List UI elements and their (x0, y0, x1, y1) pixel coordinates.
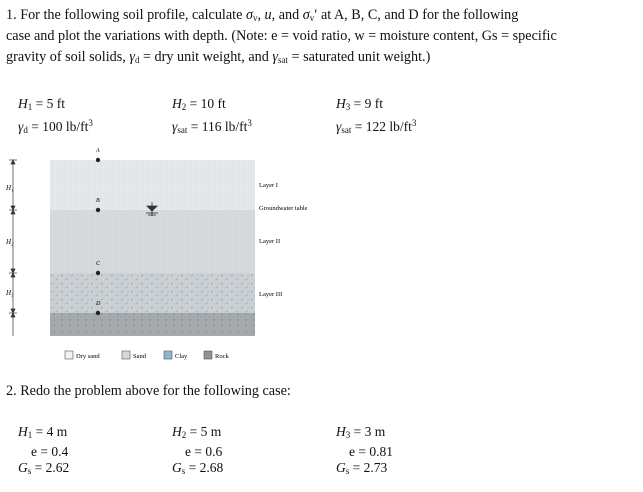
point-a-marker (96, 158, 100, 162)
subscript: 3 (345, 102, 351, 112)
subscript: d (134, 55, 140, 65)
gamma-symbol: γ (172, 119, 178, 134)
subscript: 1 (27, 102, 33, 112)
h1-param (18, 96, 93, 115)
problem1-line3 (6, 48, 430, 69)
g-symbol: G (336, 460, 346, 475)
subscript: v (309, 13, 315, 23)
subscript: sat (177, 125, 188, 135)
layer-i-label: Layer I (259, 182, 278, 189)
value: = 9 ft (350, 96, 383, 111)
text-fragment: = saturated unit weight.) (287, 49, 431, 65)
layer-i-dry-sand (50, 160, 255, 210)
layer-ii-label: Layer II (259, 238, 281, 245)
subscript: 2 (181, 430, 187, 440)
point-d-marker (96, 311, 100, 315)
soil-profile-figure (0, 130, 400, 390)
point-b-marker (96, 208, 100, 212)
g-symbol: G (172, 460, 182, 475)
text-fragment: , and (271, 7, 303, 23)
point-d-label: D (96, 301, 101, 307)
subscript: s (181, 466, 186, 476)
subscript: 1 (27, 430, 33, 440)
params2-col3 (336, 424, 393, 480)
superscript: 3 (88, 118, 93, 128)
subscript: v (252, 13, 258, 23)
gamma-symbol: γ (336, 119, 342, 134)
gs-param (172, 460, 223, 480)
subscript: s (27, 466, 32, 476)
h-symbol: H (336, 424, 346, 439)
h3-dimension-label: H₃ (6, 289, 14, 297)
text-fragment: 1. For the following soil profile, calculate (6, 7, 246, 23)
h3-param (336, 96, 416, 115)
h2-dimension-label: H₂ (6, 238, 14, 246)
layer-ii-sand (50, 210, 255, 273)
value: = 2.73 (349, 460, 388, 475)
legend-swatch-sand (122, 351, 130, 359)
subscript: 3 (345, 430, 351, 440)
gamma-symbol: γ (18, 119, 24, 134)
subscript: s (345, 466, 350, 476)
point-b-label: B (96, 198, 100, 204)
value: = 5 ft (32, 96, 65, 111)
value: = 122 lb/ft (351, 119, 412, 134)
text-fragment: = dry unit weight, and (139, 49, 273, 65)
gamma-symbol: γ (272, 49, 278, 65)
problem1-line1 (6, 6, 518, 27)
e-param: e = 0.6 (185, 443, 223, 459)
sigma-prime-symbol: σ (302, 7, 310, 23)
h-symbol: H (18, 424, 28, 439)
prime-mark: ′ (314, 7, 318, 23)
h-symbol: H (18, 96, 28, 111)
value: = 100 lb/ft (27, 119, 89, 134)
text-fragment: gravity of soil solids, (6, 49, 130, 65)
legend (65, 351, 229, 360)
value: = 5 m (186, 424, 222, 439)
u-symbol: u (264, 7, 272, 23)
subscript: d (23, 125, 28, 135)
value: = 2.62 (31, 460, 70, 475)
sigma-symbol: σ (245, 7, 253, 23)
gamma-symbol: γ (129, 49, 135, 65)
superscript: 3 (411, 118, 417, 128)
groundwater-table-label: Groundwater table (259, 205, 308, 212)
legend-swatch-dry-sand (65, 351, 73, 359)
subscript: sat (341, 125, 352, 135)
h3-param (336, 424, 393, 444)
subscript: sat (277, 55, 288, 65)
h2-param (172, 96, 252, 115)
legend-rock: Rock (215, 353, 229, 360)
value: = 4 m (32, 424, 68, 439)
text-fragment: , (257, 7, 265, 23)
legend-dry-sand: Dry sand (76, 353, 100, 360)
legend-swatch-rock (204, 351, 212, 359)
gs-param (336, 460, 393, 480)
h-symbol: H (172, 96, 182, 111)
h2-param (172, 424, 223, 444)
params2-col2 (172, 424, 223, 480)
value: = 2.68 (185, 460, 224, 475)
h1-param (18, 424, 69, 444)
legend-sand: Sand (133, 353, 146, 360)
text-fragment: at A, B, C, and D for the following (317, 7, 519, 23)
h1-dimension-label: H₁ (6, 184, 14, 192)
subscript: 2 (181, 102, 187, 112)
problem2-title: 2. Redo the problem above for the following case: (6, 383, 291, 399)
value: = 116 lb/ft (187, 119, 248, 134)
problem1-line2: case and plot the variations with depth. (Note: e = void ratio, w = moisture content, Gs = specific (6, 28, 557, 44)
gs-param (18, 460, 69, 480)
value: = 10 ft (186, 96, 226, 111)
legend-swatch-clay (164, 351, 172, 359)
point-a-label: A (96, 148, 100, 154)
g-symbol: G (18, 460, 28, 475)
params2-col1 (18, 424, 69, 480)
e-param: e = 0.81 (349, 443, 393, 459)
value: = 3 m (350, 424, 386, 439)
point-c-marker (96, 271, 100, 275)
layer-iii-clay (50, 273, 255, 313)
superscript: 3 (247, 118, 252, 128)
h-symbol: H (172, 424, 182, 439)
legend-clay: Clay (175, 353, 188, 360)
h-symbol: H (336, 96, 346, 111)
rock-base (50, 313, 255, 336)
layer-iii-label: Layer III (259, 291, 283, 298)
point-c-label: C (96, 261, 101, 267)
e-param: e = 0.4 (31, 443, 69, 459)
